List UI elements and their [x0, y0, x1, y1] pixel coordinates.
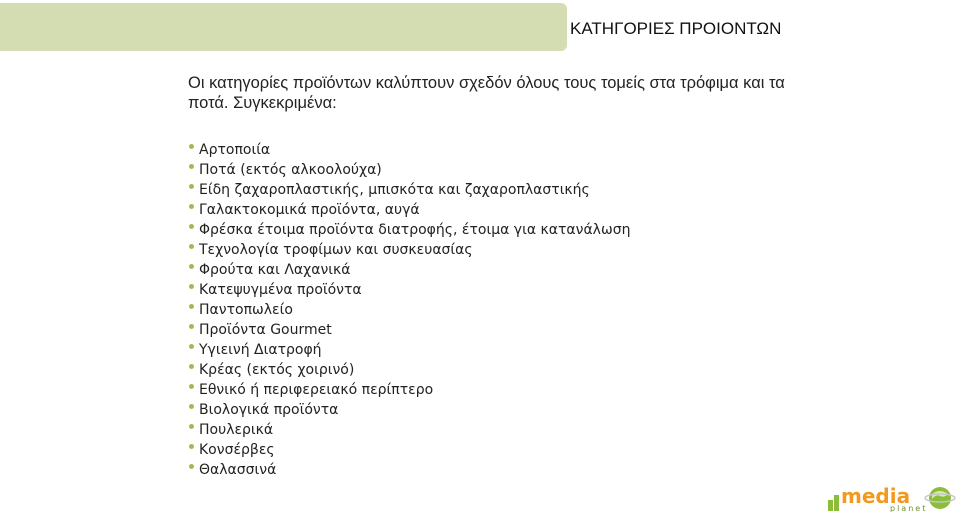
- bullet-icon: [189, 304, 194, 309]
- bullet-icon: [189, 164, 194, 169]
- category-label: Αρτοποιία: [199, 142, 271, 158]
- category-label: Ποτά (εκτός αλκοολούχα): [199, 162, 382, 178]
- bullet-icon: [189, 324, 194, 329]
- category-label: Προϊόντα Gourmet: [199, 322, 332, 338]
- bullet-icon: [189, 264, 194, 269]
- category-item: [189, 220, 630, 240]
- bullet-icon: [189, 384, 194, 389]
- bullet-icon: [189, 284, 194, 289]
- bullet-icon: [189, 144, 194, 149]
- bullet-icon: [189, 404, 194, 409]
- category-item: [189, 240, 630, 260]
- category-item: [189, 420, 630, 440]
- category-list: [189, 140, 630, 480]
- category-item: [189, 260, 630, 280]
- media-planet-logo: [828, 484, 958, 512]
- category-item: [189, 380, 630, 400]
- bullet-icon: [189, 344, 194, 349]
- logo-word: media: [841, 484, 911, 508]
- category-label: Είδη ζαχαροπλαστικής, μπισκότα και ζαχαροπλαστικής: [199, 182, 590, 198]
- category-label: Φρέσκα έτοιμα προϊόντα διατροφής, έτοιμα για κατανάλωση: [199, 222, 631, 238]
- logo-bar-1: [828, 500, 833, 511]
- category-item: [189, 200, 630, 220]
- category-label: Υγιεινή Διατροφή: [199, 342, 322, 358]
- bullet-icon: [189, 464, 194, 469]
- category-label: Θαλασσινά: [199, 462, 277, 478]
- category-item: [189, 440, 630, 460]
- bullet-icon: [189, 444, 194, 449]
- category-item: [189, 460, 630, 480]
- category-item: [189, 300, 630, 320]
- category-item: [189, 320, 630, 340]
- category-item: [189, 140, 630, 160]
- page-title: ΚΑΤΗΓΟΡΙΕΣ ΠΡΟΙΟΝΤΩΝ: [570, 19, 782, 38]
- category-label: Κατεψυγμένα προϊόντα: [199, 282, 362, 298]
- category-label: Βιολογικά προϊόντα: [199, 402, 339, 418]
- category-label: Φρούτα και Λαχανικά: [199, 262, 351, 278]
- bullet-icon: [189, 224, 194, 229]
- category-item: [189, 180, 630, 200]
- bullet-icon: [189, 184, 194, 189]
- logo-bar-2: [834, 495, 839, 511]
- category-item: [189, 360, 630, 380]
- category-label: Κονσέρβες: [199, 442, 275, 458]
- category-label: Τεχνολογία τροφίμων και συσκευασίας: [199, 242, 473, 258]
- category-item: [189, 160, 630, 180]
- category-label: Γαλακτοκομικά προϊόντα, αυγά: [199, 202, 420, 218]
- intro-paragraph: Οι κατηγορίες προϊόντων καλύπτουν σχεδόν όλους τους τομείς στα τρόφιμα και τα ποτά. Συγκεκριμένα:: [188, 74, 785, 112]
- bullet-icon: [189, 244, 194, 249]
- category-label: Κρέας (εκτός χοιρινό): [199, 362, 355, 378]
- category-item: [189, 400, 630, 420]
- category-item: [189, 340, 630, 360]
- category-item: [189, 280, 630, 300]
- category-label: Εθνικό ή περιφερειακό περίπτερο: [199, 382, 434, 398]
- category-label: Παντοπωλείο: [199, 302, 293, 318]
- logo-sub: planet: [890, 504, 928, 512]
- bullet-icon: [189, 364, 194, 369]
- bullet-icon: [189, 204, 194, 209]
- category-label: Πουλερικά: [199, 422, 274, 438]
- bullet-icon: [189, 424, 194, 429]
- header-bar: [0, 3, 567, 51]
